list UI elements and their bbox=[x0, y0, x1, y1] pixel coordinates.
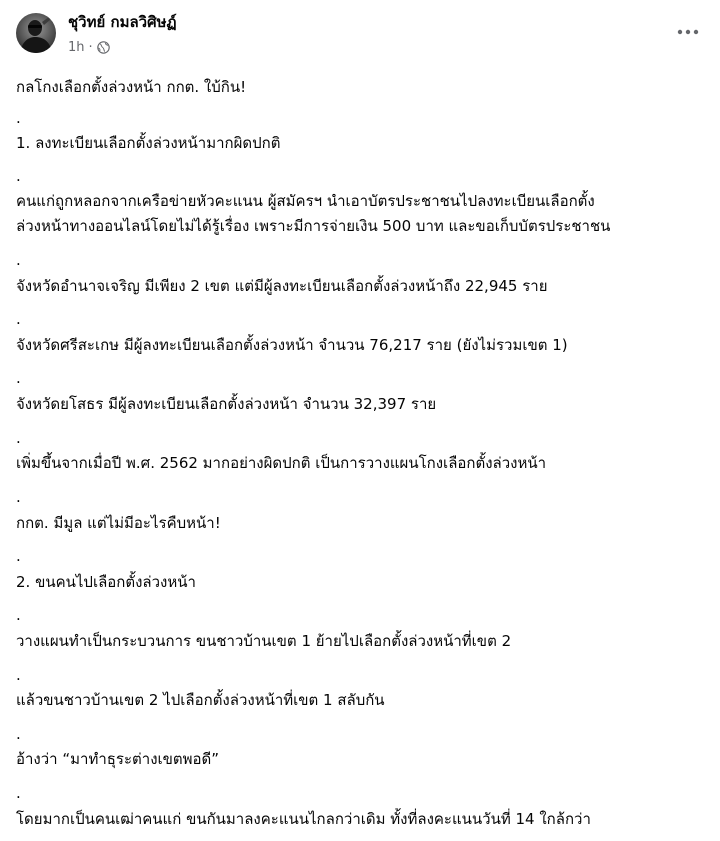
post-line: จังหวัดยโสธร มีผู้ลงทะเบียนเลือกตั้งล่วงหน้า จำนวน 32,397 ราย bbox=[16, 395, 437, 413]
post-header bbox=[0, 0, 720, 64]
post-line: 2. ขนคนไปเลือกตั้งล่วงหน้า bbox=[16, 573, 196, 591]
post-line: . bbox=[16, 310, 21, 328]
post-line: วางแผนทำเป็นกระบวนการ ขนชาวบ้านเขต 1 ย้ายไปเลือกตั้งล่วงหน้าที่เขต 2 bbox=[16, 632, 512, 650]
author-name[interactable]: ชุวิทย์ กมลวิศิษฏ์ bbox=[68, 13, 177, 31]
post-line: . bbox=[16, 369, 21, 387]
post-line: . bbox=[16, 547, 21, 565]
post-line: กลโกงเลือกตั้งล่วงหน้า กกต. ใบ้กิน! bbox=[16, 78, 247, 96]
post-line: . bbox=[16, 725, 21, 743]
post-line: . bbox=[16, 784, 21, 802]
post-line: แล้วขนชาวบ้านเขต 2 ไปเลือกตั้งล่วงหน้าที่เขต 1 สลับกัน bbox=[16, 691, 385, 709]
post-line: . bbox=[16, 167, 21, 185]
more-options-icon[interactable] bbox=[670, 20, 706, 44]
post-line: . bbox=[16, 666, 21, 684]
post-line: กกต. มีมูล แต่ไม่มีอะไรคืบหน้า! bbox=[16, 514, 221, 532]
post-line: จังหวัดอำนาจเจริญ มีเพียง 2 เขต แต่มีผู้ลงทะเบียนเลือกตั้งล่วงหน้าถึง 22,945 ราย bbox=[16, 277, 548, 295]
post-timestamp[interactable]: 1h bbox=[68, 39, 85, 55]
post-meta bbox=[68, 38, 110, 56]
post-line: โดยมากเป็นคนเฒ่าคนแก่ ขนกันมาลงคะแนนไกลกว่าเดิม ทั้งที่ลงคะแนนวันที่ 14 ใกล้กว่า bbox=[16, 810, 591, 828]
post-line: อ้างว่า “มาทำธุระต่างเขตพอดี” bbox=[16, 750, 220, 768]
post-line: เพิ่มขึ้นจากเมื่อปี พ.ศ. 2562 มากอย่างผิดปกติ เป็นการวางแผนโกงเลือกตั้งล่วงหน้า bbox=[16, 454, 547, 472]
post-line: คนแก่ถูกหลอกจากเครือข่ายหัวคะแนน ผู้สมัครฯ นำเอาบัตรประชาชนไปลงทะเบียนเลือกตั้ง bbox=[16, 192, 595, 210]
post-line: ล่วงหน้าทางออนไลน์โดยไม่ได้รู้เรื่อง เพราะมีการจ่ายเงิน 500 บาท และขอเก็บบัตรประชาชน bbox=[16, 217, 611, 235]
post-line: . bbox=[16, 606, 21, 624]
avatar[interactable] bbox=[16, 13, 56, 53]
post-line: . bbox=[16, 488, 21, 506]
post-line: . bbox=[16, 251, 21, 269]
post-line: . bbox=[16, 109, 21, 127]
globe-icon[interactable] bbox=[97, 41, 110, 54]
post-line: 1. ลงทะเบียนเลือกตั้งล่วงหน้ามากผิดปกติ bbox=[16, 134, 281, 152]
meta-separator: · bbox=[88, 39, 93, 55]
post-line: . bbox=[16, 429, 21, 447]
avatar-image bbox=[16, 13, 56, 53]
post-line: จังหวัดศรีสะเกษ มีผู้ลงทะเบียนเลือกตั้งล่วงหน้า จำนวน 76,217 ราย (ยังไม่รวมเขต 1) bbox=[16, 336, 568, 354]
